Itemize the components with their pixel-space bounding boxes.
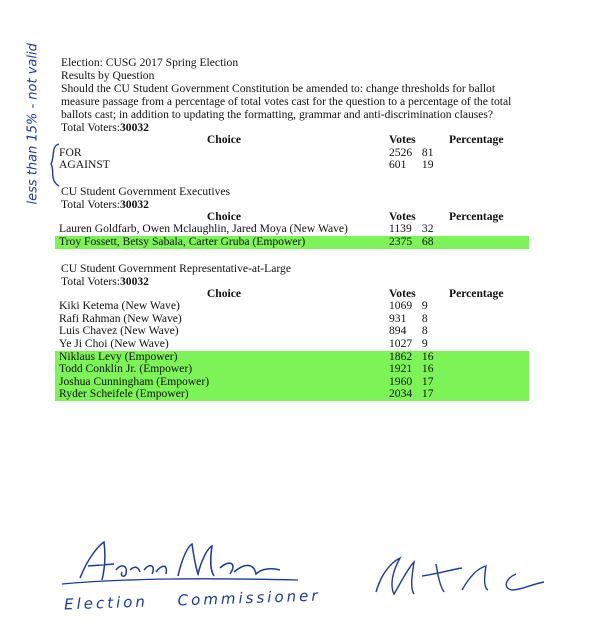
votes-cell: 894 8 (389, 324, 428, 338)
choice-column-header: Choice (206, 209, 242, 223)
choice-cell: Ryder Scheifele (Empower) (59, 388, 389, 401)
percentage-column-header: Percentage (449, 209, 504, 223)
votes-cell: 1960 17 (389, 376, 529, 389)
table-header-row (59, 134, 529, 147)
section-total-voters: Total Voters:30032 (61, 197, 149, 211)
choice-column-header: Choice (206, 133, 242, 146)
results-document (61, 56, 561, 401)
votes-cell: 931 8 (389, 311, 428, 325)
choice-cell: Lauren Goldfarb, Owen Mclaughlin, Jared Moya (New Wave) (59, 222, 348, 236)
choice-cell: Niklaus Levy (Empower) (59, 351, 389, 364)
question-text: Should the CU Student Government Constitution be amended to: change thresholds for ballot measure passage from a percentage of total votes cast for the question to a percentage of the total ballots cast; in addition to updating the formatting, grammar and anti-discrimination clauses? (61, 82, 512, 121)
votes-cell: 1921 16 (389, 363, 529, 376)
votes-column-header: Votes (389, 133, 416, 146)
percentage-column-header: Percentage (449, 286, 504, 300)
table-row (59, 159, 529, 172)
table-row (59, 147, 529, 160)
results-subtitle: Results by Question (61, 69, 155, 82)
choice-cell: Joshua Cunningham (Empower) (59, 376, 389, 389)
table-row (59, 338, 529, 351)
section-total-voters: Total Voters:30032 (61, 274, 149, 288)
choice-cell: AGAINST (59, 158, 110, 172)
table-row-highlighted (59, 236, 529, 249)
table-row-highlighted (59, 388, 529, 401)
choice-column-header: Choice (206, 286, 242, 300)
choice-cell: FOR (59, 145, 82, 159)
election-title: Election: CUSG 2017 Spring Election (61, 56, 239, 69)
question-results-table (59, 134, 529, 172)
votes-column-header: Votes (389, 209, 416, 223)
executives-results-table (59, 211, 529, 249)
signature-caption: Election Commissioner (63, 586, 321, 614)
votes-cell: 601 19 (389, 158, 434, 172)
votes-cell: 1027 9 (389, 336, 428, 350)
choice-cell: Troy Fossett, Betsy Sabala, Carter Gruba (Empower) (59, 236, 389, 249)
section-title: CU Student Government Executives (61, 184, 231, 198)
brace-mark (45, 140, 65, 190)
votes-cell: 1069 9 (389, 299, 428, 313)
votes-column-header: Votes (389, 286, 416, 300)
table-row-highlighted (59, 363, 529, 376)
table-row (59, 300, 529, 313)
choice-cell: Luis Chavez (New Wave) (59, 324, 179, 338)
votes-cell: 2375 68 (389, 236, 529, 249)
votes-cell: 2526 81 (389, 145, 434, 159)
choice-cell: Ye Ji Choi (New Wave) (59, 336, 169, 350)
second-signature (366, 548, 566, 608)
percentage-column-header: Percentage (449, 133, 504, 146)
representatives-results-table (59, 288, 529, 401)
section-title: CU Student Government Representative-at-Large (61, 261, 291, 275)
votes-cell: 1139 32 (389, 222, 434, 236)
choice-cell: Rafi Rahman (New Wave) (59, 311, 182, 325)
margin-note-handwritten: less than 15% - not valid (25, 43, 41, 205)
choice-cell: Kiki Ketema (New Wave) (59, 299, 180, 313)
question-total-voters: Total Voters:30032 (61, 121, 149, 134)
votes-cell: 2034 17 (389, 388, 529, 401)
choice-cell: Todd Conklin Jr. (Empower) (59, 363, 389, 376)
votes-cell: 1862 16 (389, 351, 529, 364)
